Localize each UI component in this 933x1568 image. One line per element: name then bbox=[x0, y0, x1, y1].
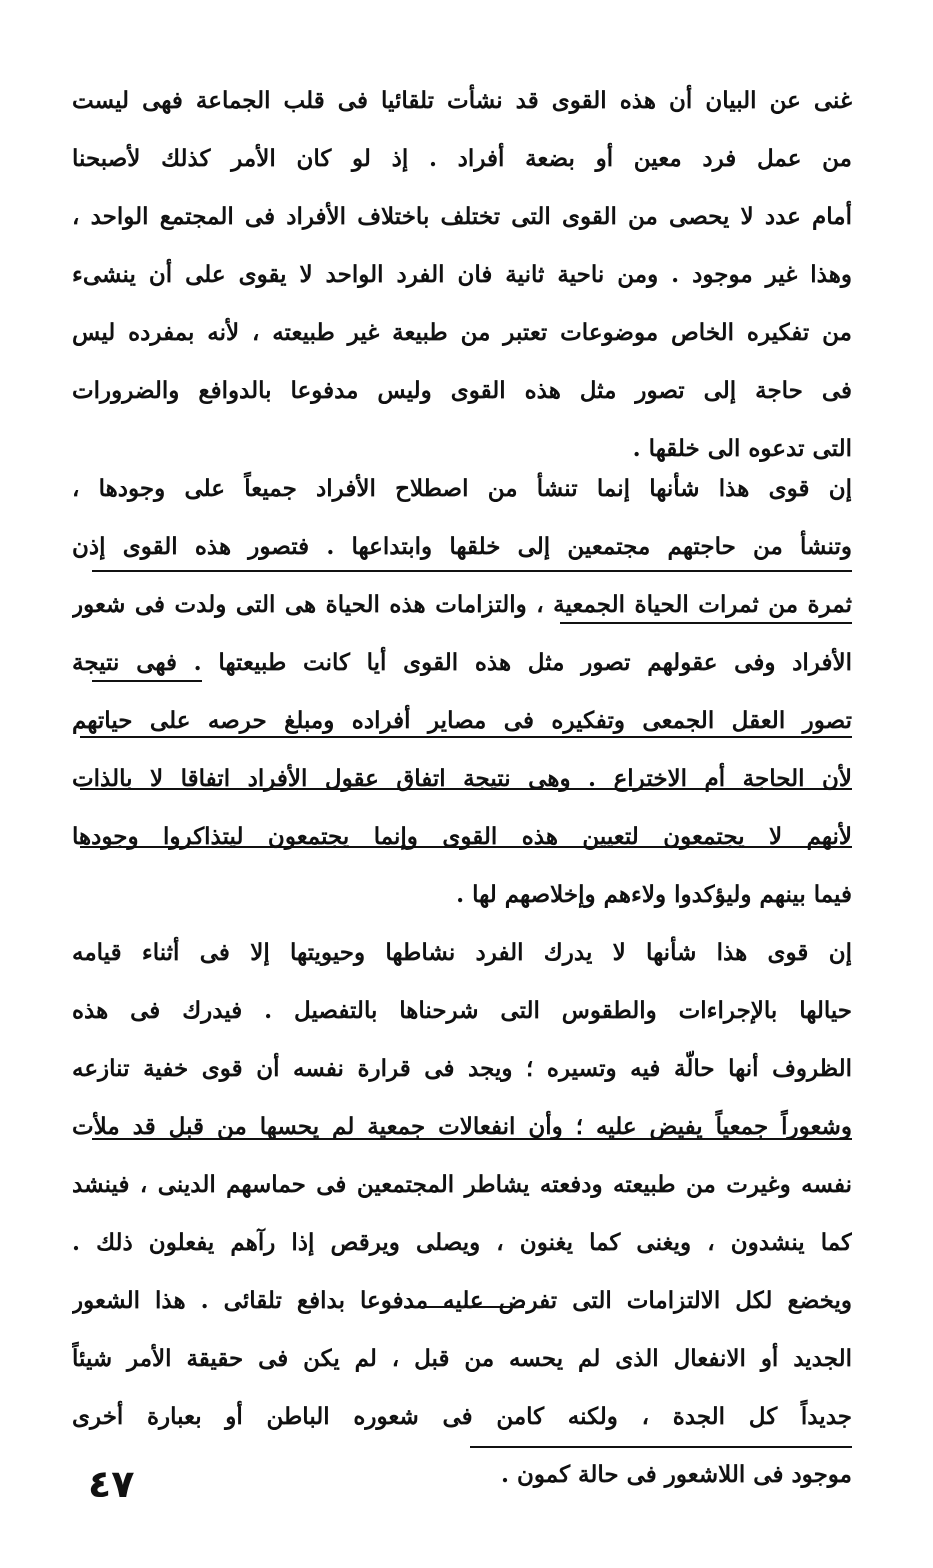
underline-mark bbox=[80, 788, 852, 790]
text-line: موجود فى اللاشعور فى حالة كمون . bbox=[501, 1461, 852, 1488]
text-line: وهذا غير موجود . ومن ناحية ثانية فان الفرد الواحد لا يقوى على أن ينشىء bbox=[72, 261, 852, 288]
text-line: إن قوى هذا شأنها لا يدرك الفرد نشاطها وحيويتها إلا فى أثناء قيامه bbox=[72, 939, 852, 966]
text-line: ويخضع لكل الالتزامات التى تفرض عليه مدفوعا بدافع تلقائى . هذا الشعور bbox=[72, 1287, 852, 1314]
underline-mark bbox=[92, 680, 202, 682]
text-line: أمام عدد لا يحصى من القوى التى تختلف باختلاف الأفراد فى المجتمع الواحد ، bbox=[72, 203, 852, 230]
text-line: ثمرة من ثمرات الحياة الجمعية ، والتزامات هذه الحياة هى التى ولدت فى شعور bbox=[72, 591, 852, 618]
text-line: حيالها بالإجراءات والطقوس التى شرحناها بالتفصيل . فيدرك فى هذه bbox=[72, 997, 852, 1024]
underline-mark bbox=[80, 846, 852, 848]
text-line: من تفكيره الخاص موضوعات تعتبر من طبيعة غير طبيعته ، لأنه بمفرده ليس bbox=[72, 319, 852, 346]
text-line: الجديد أو الانفعال الذى لم يحسه من قبل ، لم يكن فى حقيقة الأمر شيئاً bbox=[72, 1345, 852, 1372]
text-line: غنى عن البيان أن هذه القوى قد نشأت تلقائيا فى قلب الجماعة فهى ليست bbox=[72, 87, 852, 114]
text-line: إن قوى هذا شأنها إنما تنشأ من اصطلاح الأفراد جميعاً على وجودها ، bbox=[72, 475, 852, 502]
text-line: الأفراد وفى عقولهم تصور مثل هذه القوى أيا كانت طبيعتها . فهى نتيجة bbox=[72, 649, 852, 676]
text-line: لأن الحاجة أم الاختراع . وهى نتيجة اتفاق عقول الأفراد اتفاقا لا بالذات bbox=[72, 765, 852, 792]
text-line: تصور العقل الجمعى وتفكيره فى مصاير أفراده ومبلغ حرصه على حياتهم bbox=[72, 707, 852, 734]
underline-mark bbox=[80, 736, 852, 738]
underline-mark bbox=[560, 622, 852, 624]
paragraph-3 bbox=[72, 924, 852, 1504]
text-line: وتنشأ من حاجتهم مجتمعين إلى خلقها وابتداعها . فتصور هذه القوى إذن bbox=[72, 533, 852, 560]
underline-mark bbox=[92, 1138, 852, 1140]
text-line: وشعوراً جمعياً يفيض عليه ؛ وأن انفعالات جمعية لم يحسها من قبل قد ملأت bbox=[72, 1113, 852, 1140]
page-number: ٤٧ bbox=[88, 1462, 135, 1506]
underline-mark bbox=[404, 1306, 524, 1308]
text-line: كما ينشدون ، ويغنى كما يغنون ، ويصلى ويرقص إذا رآهم يفعلون ذلك . bbox=[72, 1229, 852, 1256]
text-line: نفسه وغيرت من طبيعته ودفعته يشاطر المجتمعين فى حماسهم الدينى ، فينشد bbox=[72, 1171, 852, 1198]
underline-mark bbox=[92, 570, 852, 572]
underline-mark bbox=[470, 1446, 852, 1448]
text-line: فيما بينهم وليؤكدوا ولاءهم وإخلاصهم لها . bbox=[456, 881, 852, 908]
paragraph-2 bbox=[72, 460, 852, 924]
text-line: الظروف أنها حالّة فيه وتسيره ؛ ويجد فى قرارة نفسه أن قوى خفية تنازعه bbox=[72, 1055, 852, 1082]
text-line: لأنهم لا يجتمعون لتعيين هذه القوى وإنما يجتمعون ليتذاكروا وجودها bbox=[72, 823, 852, 850]
text-line: من عمل فرد معين أو بضعة أفراد . إذ لو كان الأمر كذلك لأصبحنا bbox=[72, 145, 852, 172]
text-line: التى تدعوه الى خلقها . bbox=[632, 435, 852, 462]
text-line: جديداً كل الجدة ، ولكنه كامن فى شعوره الباطن أو بعبارة أخرى bbox=[72, 1403, 852, 1430]
text-line: فى حاجة إلى تصور مثل هذه القوى وليس مدفوعا بالدوافع والضرورات bbox=[72, 377, 852, 404]
paragraph-1 bbox=[72, 72, 852, 478]
